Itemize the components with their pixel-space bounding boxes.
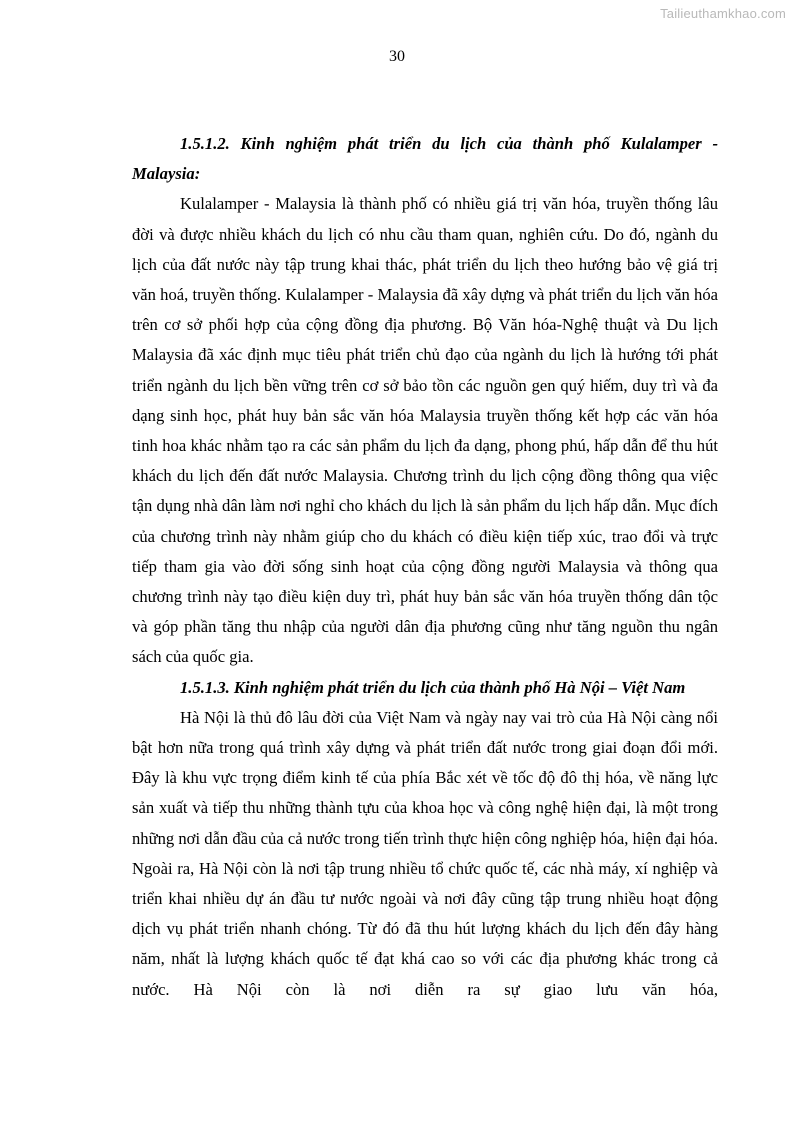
section-heading-hanoi: 1.5.1.3. Kinh nghiệm phát triển du lịch của thành phố Hà Nội – Việt Nam — [180, 677, 686, 697]
section-heading-kulalamper-cont: Malaysia: — [132, 164, 201, 184]
document-body — [132, 129, 718, 1005]
page-number: 30 — [389, 48, 405, 65]
section-heading-kulalamper: 1.5.1.2. Kinh nghiệm phát triển du lịch của thành phố Kulalamper - — [180, 134, 718, 153]
paragraph-kulalamper: Kulalamper - Malaysia là thành phố có nhiều giá trị văn hóa, truyền thống lâu đời và được nhiều khách du lịch có nhu cầu tham quan, nghiên cứu. Do đó, ngành du lịch của đất nước này tập trung khai thác, phát triển du lịch theo hướng bảo vệ giá trị văn hoá, truyền thống. Kulalamper - Malaysia đã xây dựng và phát triển du lịch văn hóa trên cơ sở phối hợp của cộng đồng địa phương. Bộ Văn hóa-Nghệ thuật và Du lịch Malaysia đã xác định mục tiêu phát triển chủ đạo của ngành du lịch là hướng tới phát triển ngành du lịch bền vững trên cơ sở bảo tồn các nguồn gen quý hiếm, duy trì và đa dạng sinh học, phát huy bản sắc văn hóa Malaysia truyền thống kết hợp các văn hóa tinh hoa khác nhằm tạo ra các sản phẩm du lịch đa dạng, phong phú, hấp dẫn để thu hút khách du lịch đến đất nước Malaysia. Chương trình du lịch cộng đồng thông qua việc tận dụng nhà dân làm nơi nghỉ cho khách du lịch là sản phẩm du lịch hấp dẫn. Mục đích của chương trình này nhằm giúp cho du khách có điều kiện tiếp xúc, trao đổi và trực tiếp tham gia vào đời sống sinh hoạt của cộng đồng người Malaysia và thông qua chương trình này tạo điều kiện duy trì, phát huy bản sắc văn hóa truyền thống dân tộc và góp phần tăng thu nhập của người dân địa phương cũng như tăng nguồn thu ngân sách của quốc gia. — [132, 194, 718, 667]
watermark: Tailieuthamkhao.com — [660, 6, 786, 21]
paragraph-hanoi: Hà Nội là thủ đô lâu đời của Việt Nam và ngày nay vai trò của Hà Nội càng nổi bật hơn nữa trong quá trình xây dựng và phát triển đất nước trong giai đoạn đổi mới. Đây là khu vực trọng điểm kinh tế của phía Bắc xét về tốc độ đô thị hóa, về năng lực sản xuất và tiếp thu những thành tựu của khoa học và công nghệ hiện đại, là một trong những nơi dẫn đầu của cả nước trong tiến trình thực hiện công nghiệp hóa, hiện đại hóa. Ngoài ra, Hà Nội còn là nơi tập trung nhiều tổ chức quốc tế, các nhà máy, xí nghiệp và triển khai nhiều dự án đầu tư nước ngoài và nơi đây cũng tập trung nhiều hoạt động dịch vụ phát triển nhanh chóng. Từ đó đã thu hút lượng khách du lịch đến đây hàng năm, nhất là lượng khách quốc tế đạt khá cao so với các địa phương khác trong cả nước. Hà Nội còn là nơi diễn ra sự giao lưu văn hóa, — [132, 707, 718, 999]
